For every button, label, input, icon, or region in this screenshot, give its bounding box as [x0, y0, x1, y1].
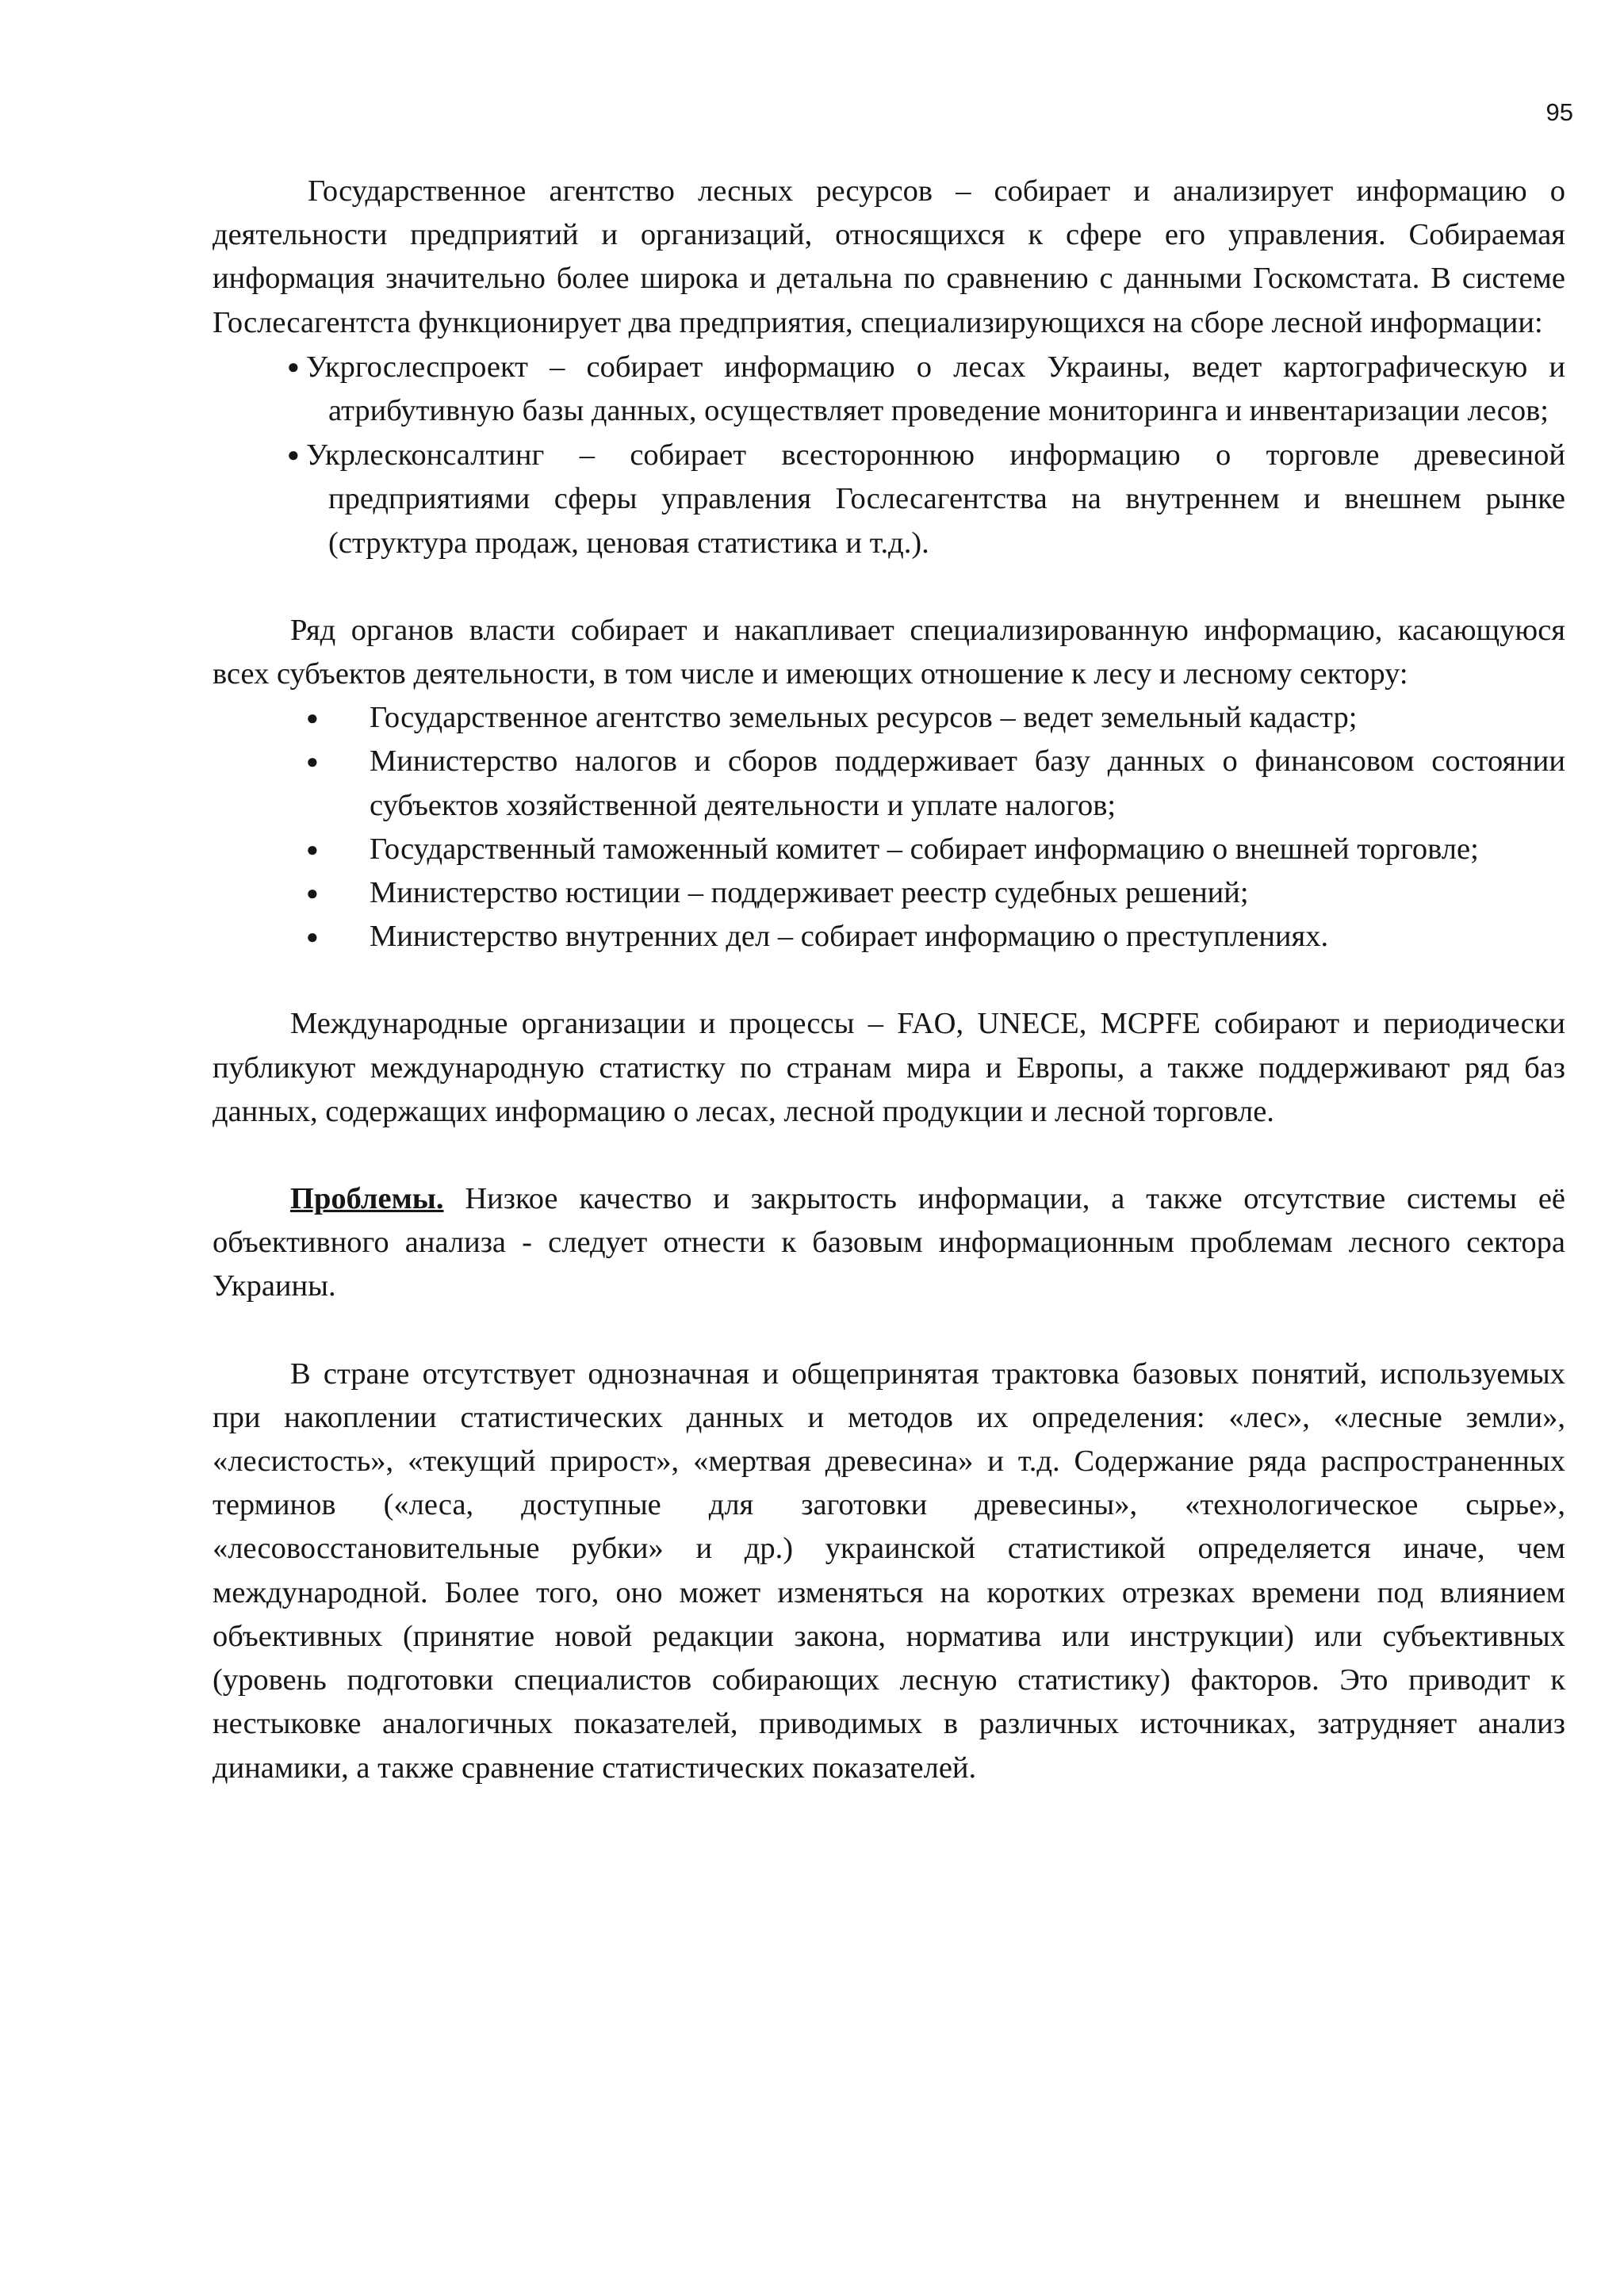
list-item: [213, 740, 1565, 827]
document-body: [213, 170, 1565, 1790]
enterprise-list: [213, 345, 1565, 565]
spacer: [213, 565, 1565, 609]
bullet-icon: ●: [306, 837, 319, 861]
list-item: [213, 696, 1565, 740]
bullet-icon: ●: [306, 706, 319, 730]
bullet-icon: ●: [287, 443, 300, 467]
paragraph-terminology: В стране отсутствует однозначная и общепринятая трактовка базовых понятий, используемых при накоплении статистических данных и методов их определения: «лес», «лесные земли», «лесистость», «текущий прирост», «мертвая древесина» и т.д. Содержание ряда распространенных терминов («леса, доступные для заготовки древесины», «технологическое сырье», «лесовосстановительные рубки» и др.) украинской статистикой определяется иначе, чем международной. Более того, оно может изменяться на коротких отрезках времени под влиянием объективных (принятие новой редакции закона, норматива или инструкции) или субъективных (уровень подготовки специалистов собирающих лесную статистику) факторов. Это приводит к нестыковке аналогичных показателей, приводимых в различных источниках, затрудняет анализ динамики, а также сравнение статистических показателей.: [213, 1357, 1565, 1785]
list-item-text: Министерство внутренних дел – собирает информацию о преступлениях.: [370, 920, 1329, 954]
paragraph-international: Международные организации и процессы – FAO, UNECE, MCPFE собирают и периодически публикуют международную статистку по странам мира и Европы, а также поддерживают ряд баз данных, содержащих информацию о лесах, лесной продукции и лесной торговле.: [213, 1007, 1565, 1128]
list-item: [213, 433, 1565, 565]
spacer: [213, 1134, 1565, 1177]
spacer: [213, 959, 1565, 1002]
paragraph-authorities: Ряд органов власти собирает и накапливает специализированную информацию, касающуюся всех субъектов деятельности, в том числе и имеющих отношение к лесу и лесному сектору:: [213, 613, 1565, 691]
list-item-text: Министерство налогов и сборов поддерживает базу данных о финансовом состоянии субъектов хозяйственной деятельности и уплате налогов;: [370, 744, 1565, 822]
list-item-text: Укргослеспроект – собирает информацию о лесах Украины, ведет картографическую и атрибутивную базы данных, осуществляет проведение мониторинга и инвентаризации лесов;: [306, 350, 1565, 428]
list-item-text: Укрлесконсалтинг – собирает всестороннюю информацию о торговле древесиной предприятиями сферы управления Гослесагентства на внутреннем и внешнем рынке (структура продаж, ценовая статистика и т.д.).: [306, 438, 1565, 560]
spacer: [213, 1309, 1565, 1353]
problems-heading: Проблемы.: [290, 1182, 444, 1216]
bullet-icon: ●: [306, 882, 319, 905]
list-item: [213, 915, 1565, 959]
list-item-text: Государственное агентство земельных ресурсов – ведет земельный кадастр;: [370, 701, 1358, 735]
list-item-text: Министерство юстиции – поддерживает реестр судебных решений;: [370, 876, 1249, 910]
bullet-icon: ●: [306, 925, 319, 949]
list-item: [213, 345, 1565, 433]
list-item-text: Государственный таможенный комитет – собирает информацию о внешней торговле;: [370, 832, 1479, 866]
list-item: [213, 828, 1565, 871]
page-number: 95: [1545, 98, 1573, 126]
paragraph-problems: [213, 1177, 1565, 1309]
paragraph-forest-agency: Государственное агентство лесных ресурсов – собирает и анализирует информацию о деятельности предприятий и организаций, относящихся к сфере его управления. Собираемая информация значительно более широка и детальна по сравнению с данными Госкомстата. В системе Гослесагентста функционирует два предприятия, специализирующихся на сборе лесной информации:: [213, 174, 1565, 339]
list-item: [213, 871, 1565, 915]
problems-text: Низкое качество и закрытость информации, а также отсутствие системы её объективного анализа - следует отнести к базовым информационным проблемам лесного сектора Украины.: [213, 1182, 1565, 1303]
bullet-icon: ●: [287, 354, 300, 378]
bullet-icon: ●: [306, 750, 319, 774]
authorities-list: [213, 696, 1565, 959]
